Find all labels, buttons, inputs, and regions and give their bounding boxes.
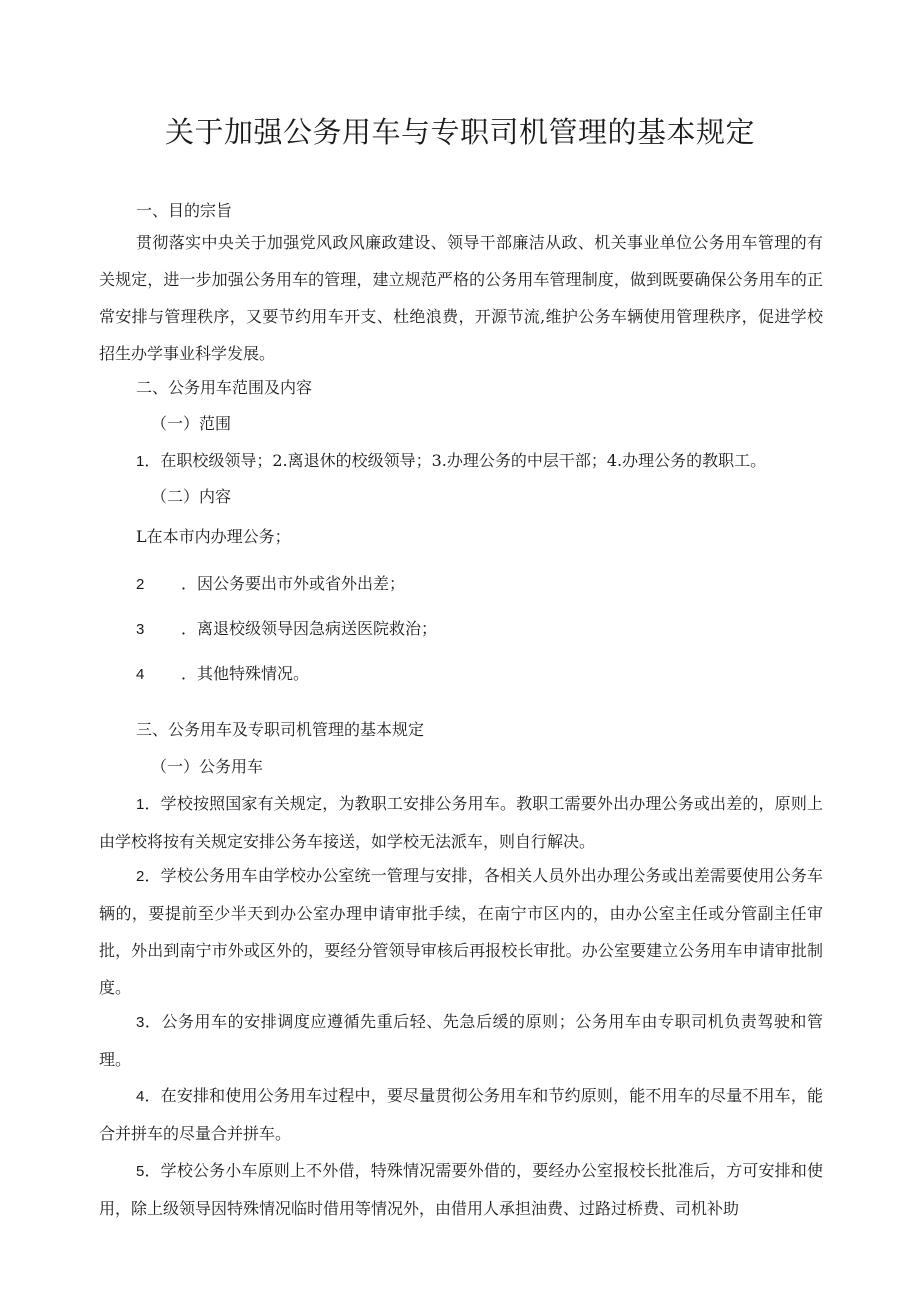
content-item-4 — [136, 655, 860, 693]
section-2-sub-content: （二）内容 — [151, 487, 232, 506]
rule-4-paragraph — [99, 1077, 823, 1152]
rule-number: 4 — [136, 1088, 145, 1105]
content-item-3 — [136, 610, 860, 648]
section-1-paragraph: 贯彻落实中央关于加强党风政风廉政建设、领导干部廉洁从政、机关事业单位公务用车管理的有关规定，进一步加强公务用车的管理，建立规范严格的公务用车管理制度，做到既要确保公务用车的正常安排与管理秩序，又要节约用车开支、杜绝浪费，开源节流,维护公务车辆使用管理秩序，促进学校招生办学事业科学发展。 — [99, 233, 823, 363]
rule-5-paragraph — [99, 1152, 823, 1227]
rule-number: 1 — [136, 796, 145, 813]
rule-1-paragraph — [99, 785, 823, 860]
rule-3-paragraph — [99, 1003, 823, 1078]
content-item-number: 4 — [136, 666, 145, 683]
rule-text: ．公务用车的安排调度应遵循先重后轻、先急后缓的原则；公务用车由专职司机负责驾驶和管理。 — [99, 1012, 823, 1069]
content-item-number: 3 — [136, 621, 145, 638]
rule-number: 5 — [136, 1163, 145, 1180]
scope-item-text: ．在职校级领导；2.离退休的校级领导；3.办理公务的中层干部；4.办理公务的教职工。 — [144, 451, 767, 470]
section-3-sub-vehicles: （一）公务用车 — [151, 757, 264, 776]
document-title: 关于加强公务用车与专职司机管理的基本规定 — [164, 115, 755, 149]
rule-number: 2 — [136, 868, 145, 885]
section-2-sub-scope: （一）范围 — [151, 414, 232, 433]
rule-text: ．在安排和使用公务用车过程中，要尽量贯彻公务用车和节约原则，能不用车的尽量不用车，能合并拼车的尽量合并拼车。 — [99, 1086, 823, 1143]
content-item-number: 2 — [136, 576, 145, 593]
scope-list-item — [136, 442, 860, 480]
scope-item-number: 1 — [136, 453, 145, 470]
rule-text: ．学校按照国家有关规定，为教职工安排公务用车。教职工需要外出办理公务或出差的，原则上由学校将按有关规定安排公务车接送，如学校无法派车，则自行解决。 — [99, 794, 823, 851]
content-item-1: L在本市内办理公务； — [136, 527, 291, 546]
rule-text: ．学校公务用车由学校办公室统一管理与安排，各相关人员外出办理公务或出差需要使用公务车辆的，要提前至少半天到办公室办理申请审批手续，在南宁市区内的，由办公室主任或分管副主任审批，外出到南宁市外或区外的，要经分管领导审核后再报校长审批。办公室要建立公务用车申请审批制度。 — [99, 866, 823, 997]
rule-text: ．学校公务小车原则上不外借，特殊情况需要外借的，要经办公室报校长批准后，方可安排和使用，除上级领导因特殊情况临时借用等情况外，由借用人承担油费、过路过桥费、司机补助 — [99, 1161, 823, 1218]
section-2-heading: 二、公务用车范围及内容 — [136, 378, 313, 397]
content-item-2 — [136, 565, 860, 603]
content-item-text: ．其他特殊情况。 — [181, 664, 310, 683]
rule-2-paragraph — [99, 857, 823, 1006]
content-item-text: ．离退校级领导因急病送医院救治； — [181, 619, 438, 638]
section-1-heading: 一、目的宗旨 — [136, 201, 233, 220]
content-item-text: ．因公务要出市外或省外出差； — [181, 574, 406, 593]
section-3-heading: 三、公务用车及专职司机管理的基本规定 — [136, 720, 425, 739]
rule-number: 3 — [136, 1014, 145, 1031]
